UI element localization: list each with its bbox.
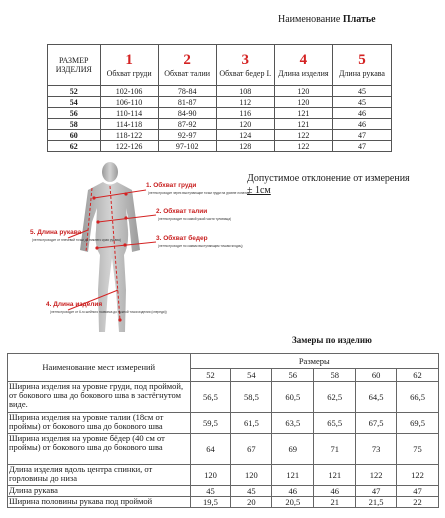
measurements-header-row xyxy=(8,354,439,369)
table-row: 62 122-126 97-102 128 122 47 xyxy=(48,141,392,152)
size-table-header xyxy=(48,45,392,86)
column-header: 3 Обхват бедер I. xyxy=(216,45,274,86)
table-row: Длина изделия вдоль центра спинки, от горловины до низа 120 120 121 121 122 122 xyxy=(8,465,439,486)
table-row: 56 110-114 84-90 116 121 46 xyxy=(48,108,392,119)
label-3: 3. Обхват бедер xyxy=(156,235,208,242)
measurement-figure xyxy=(28,160,251,340)
measurements-title: Замеры по изделию xyxy=(292,335,372,345)
name-header: Наименование мест измерений xyxy=(8,354,191,382)
title-product: Платье xyxy=(342,14,376,25)
table-row: 52 102-106 78-84 108 120 45 xyxy=(48,86,392,97)
tolerance-line-1: Допустимое отклонение от измерения xyxy=(247,173,410,184)
label-1-note: (лента проходит через выступающие точки груди на уровне лопаток) xyxy=(148,191,251,195)
tolerance-note xyxy=(247,173,417,197)
column-header: 5 Длина рукава xyxy=(332,45,391,86)
title-prefix: Наименование xyxy=(278,14,343,25)
label-5: 5. Длина рукава xyxy=(30,229,82,236)
table-row: 54 106-110 81-87 112 120 45 xyxy=(48,97,392,108)
document-title xyxy=(278,14,376,25)
sizes-header: Размеры xyxy=(190,354,438,369)
table-row: Ширина изделия на уровне талии (18см от проймы) от бокового шва до бокового шва 59,5 61,5 63,5 65,5 67,5 69,5 xyxy=(8,413,439,434)
sizes-row: 52 54 56 58 60 62 xyxy=(8,369,439,382)
size-chart-table xyxy=(47,44,392,152)
table-row: 58 114-118 87-92 120 121 46 xyxy=(48,119,392,130)
label-5-note: (лента проходит от плечевой точки до нижнего края рукава) xyxy=(32,238,121,242)
tolerance-line-2: ± 1см xyxy=(247,185,271,196)
figure-labels xyxy=(30,181,250,314)
label-2-note: (лента проходит по самой узкой части туловища) xyxy=(158,217,232,221)
measurements-table xyxy=(7,353,439,508)
label-1: 1. Обхват груди xyxy=(146,182,197,189)
column-header: 1 Обхват груди xyxy=(100,45,158,86)
table-row: Ширина половины рукава под проймой 19,5 20 20,5 21 21,5 22 xyxy=(8,497,439,508)
table-row: 60 118-122 92-97 124 122 47 xyxy=(48,130,392,141)
label-4: 4. Длина изделия xyxy=(46,301,103,308)
column-header: 4 Длина изделия xyxy=(274,45,332,86)
label-2: 2. Обхват талии xyxy=(156,208,208,215)
label-3-note: (лента проходит по самым выступающим точкам ягодиц) xyxy=(158,244,243,248)
size-header-cell: РАЗМЕР ИЗДЕЛИЯ xyxy=(48,45,101,86)
table-row: Длина рукава 45 45 46 46 47 47 xyxy=(8,486,439,497)
table-row: Ширина изделия на уровне бёдер (40 см от проймы) от бокового шва до бокового шва 64 67 69 71 73 75 xyxy=(8,434,439,465)
column-header: 2 Обхват талии xyxy=(158,45,216,86)
label-4-note: (лента проходит от 6-го шейного позвонка до нужной точки изделия (спереди)) xyxy=(50,310,167,314)
table-row: Ширина изделия на уровне груди, под проймой, от бокового шва до бокового шва в застёгнутом виде. 56,5 58,5 60,5 62,5 64,5 66,5 xyxy=(8,382,439,413)
